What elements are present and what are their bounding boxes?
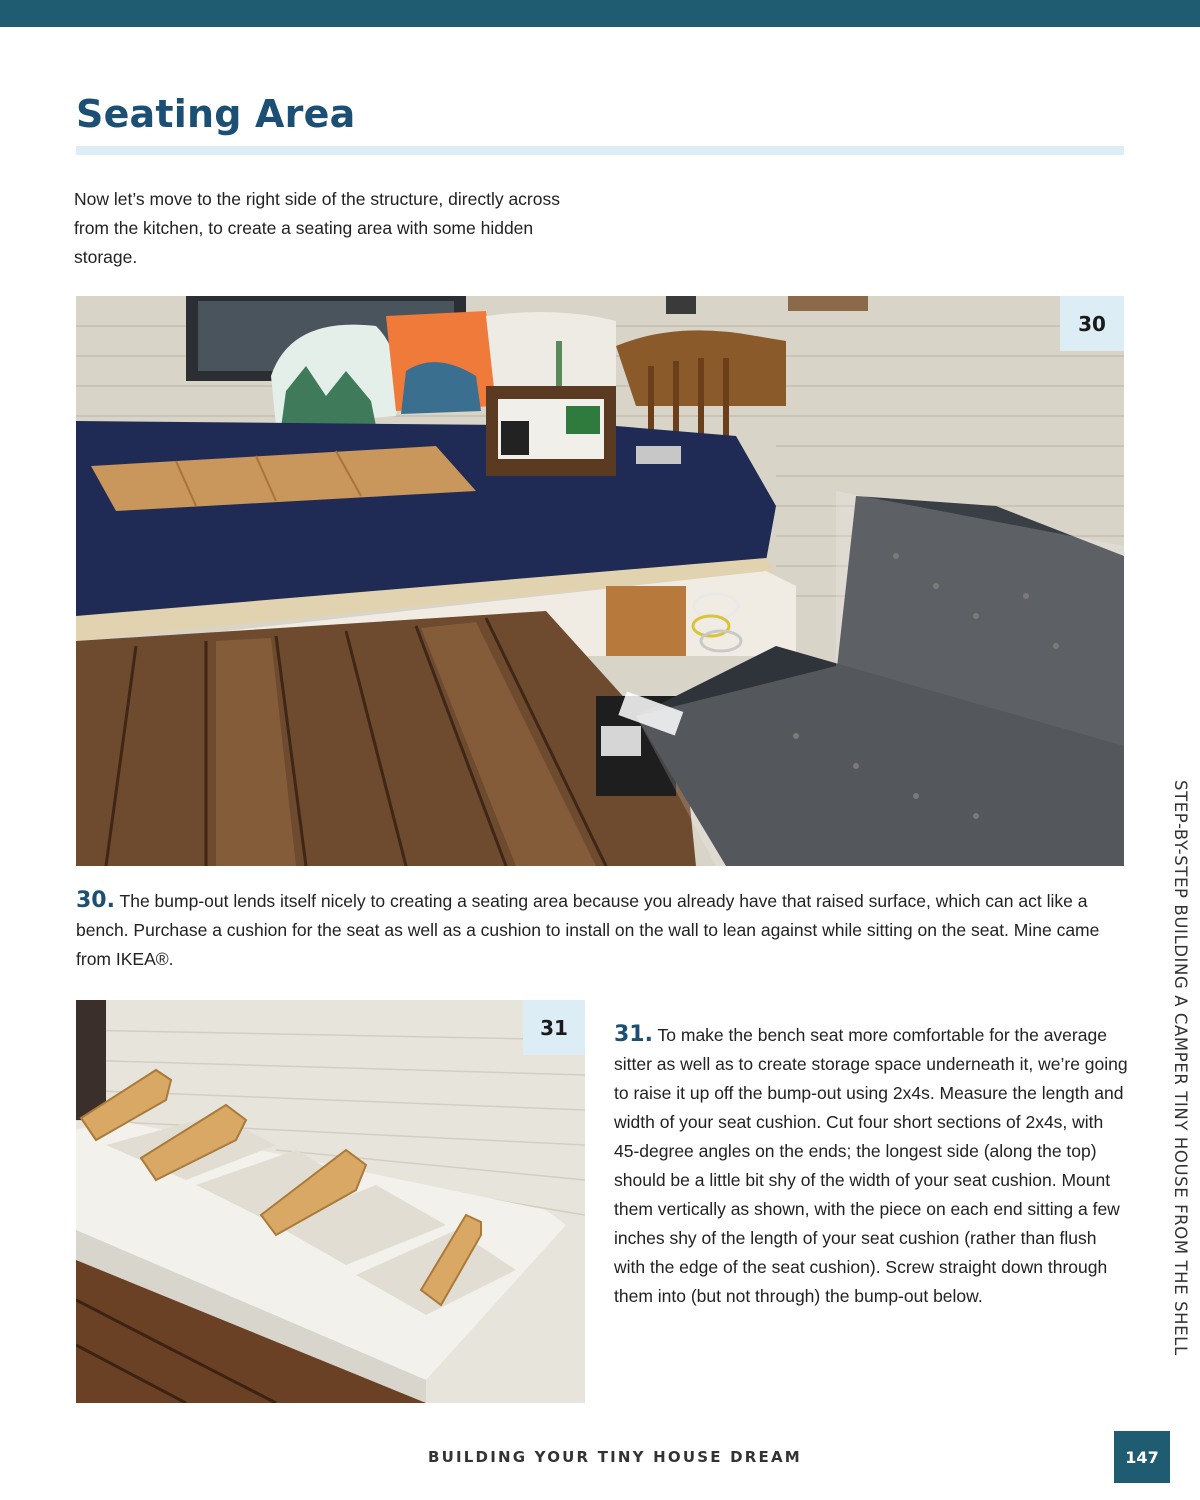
bench-supports-illustration: [76, 1000, 585, 1403]
photo-bench-supports: [76, 1000, 585, 1403]
figure-badge-30: 30: [1060, 296, 1124, 351]
seating-area-illustration: [76, 296, 1124, 866]
photo-seating-area: [76, 296, 1124, 866]
intro-paragraph: Now let’s move to the right side of the structure, directly across from the kitchen, to create a seating area with some hidden storage.: [74, 189, 560, 267]
caption-31: [614, 1020, 1129, 1311]
figure-badge-31: 31: [523, 1000, 585, 1055]
title-underline: [76, 146, 1124, 155]
caption-30-text: The bump-out lends itself nicely to creating a seating area because you already have that raised surface, which can act like a bench. Purchase a cushion for the seat as well as a cushion to install on the wall to lean against while sitting on the seat. Mine came from IKEA®.: [76, 891, 1100, 969]
section-title: Seating Area: [76, 92, 356, 136]
top-accent-bar: [0, 0, 1200, 27]
footer-book-title: BUILDING YOUR TINY HOUSE DREAM: [428, 1448, 802, 1466]
caption-31-text: To make the bench seat more comfortable for the average sitter as well as to create storage space underneath it, we’re going to raise it up off the bump-out using 2x4s. Measure the length and width of your seat cushion. Cut four short sections of 2x4s, with 45-degree angles on the ends; the longest side (along the top) should be a little bit shy of the width of your seat cushion. Mount them vertically as shown, with the piece on each end sitting a few inches shy of the length of your seat cushion (rather than flush with the edge of the seat cushion). Screw straight down through them into (but not through) the bump-out below.: [614, 1025, 1128, 1306]
page-number: 147: [1114, 1431, 1170, 1483]
step-number-30: 30.: [76, 888, 115, 913]
caption-30: [76, 886, 1126, 974]
running-head-vertical: STEP-BY-STEP BUILDING A CAMPER TINY HOUSE FROM THE SHELL: [1171, 780, 1190, 1356]
step-number-31: 31.: [614, 1022, 653, 1047]
